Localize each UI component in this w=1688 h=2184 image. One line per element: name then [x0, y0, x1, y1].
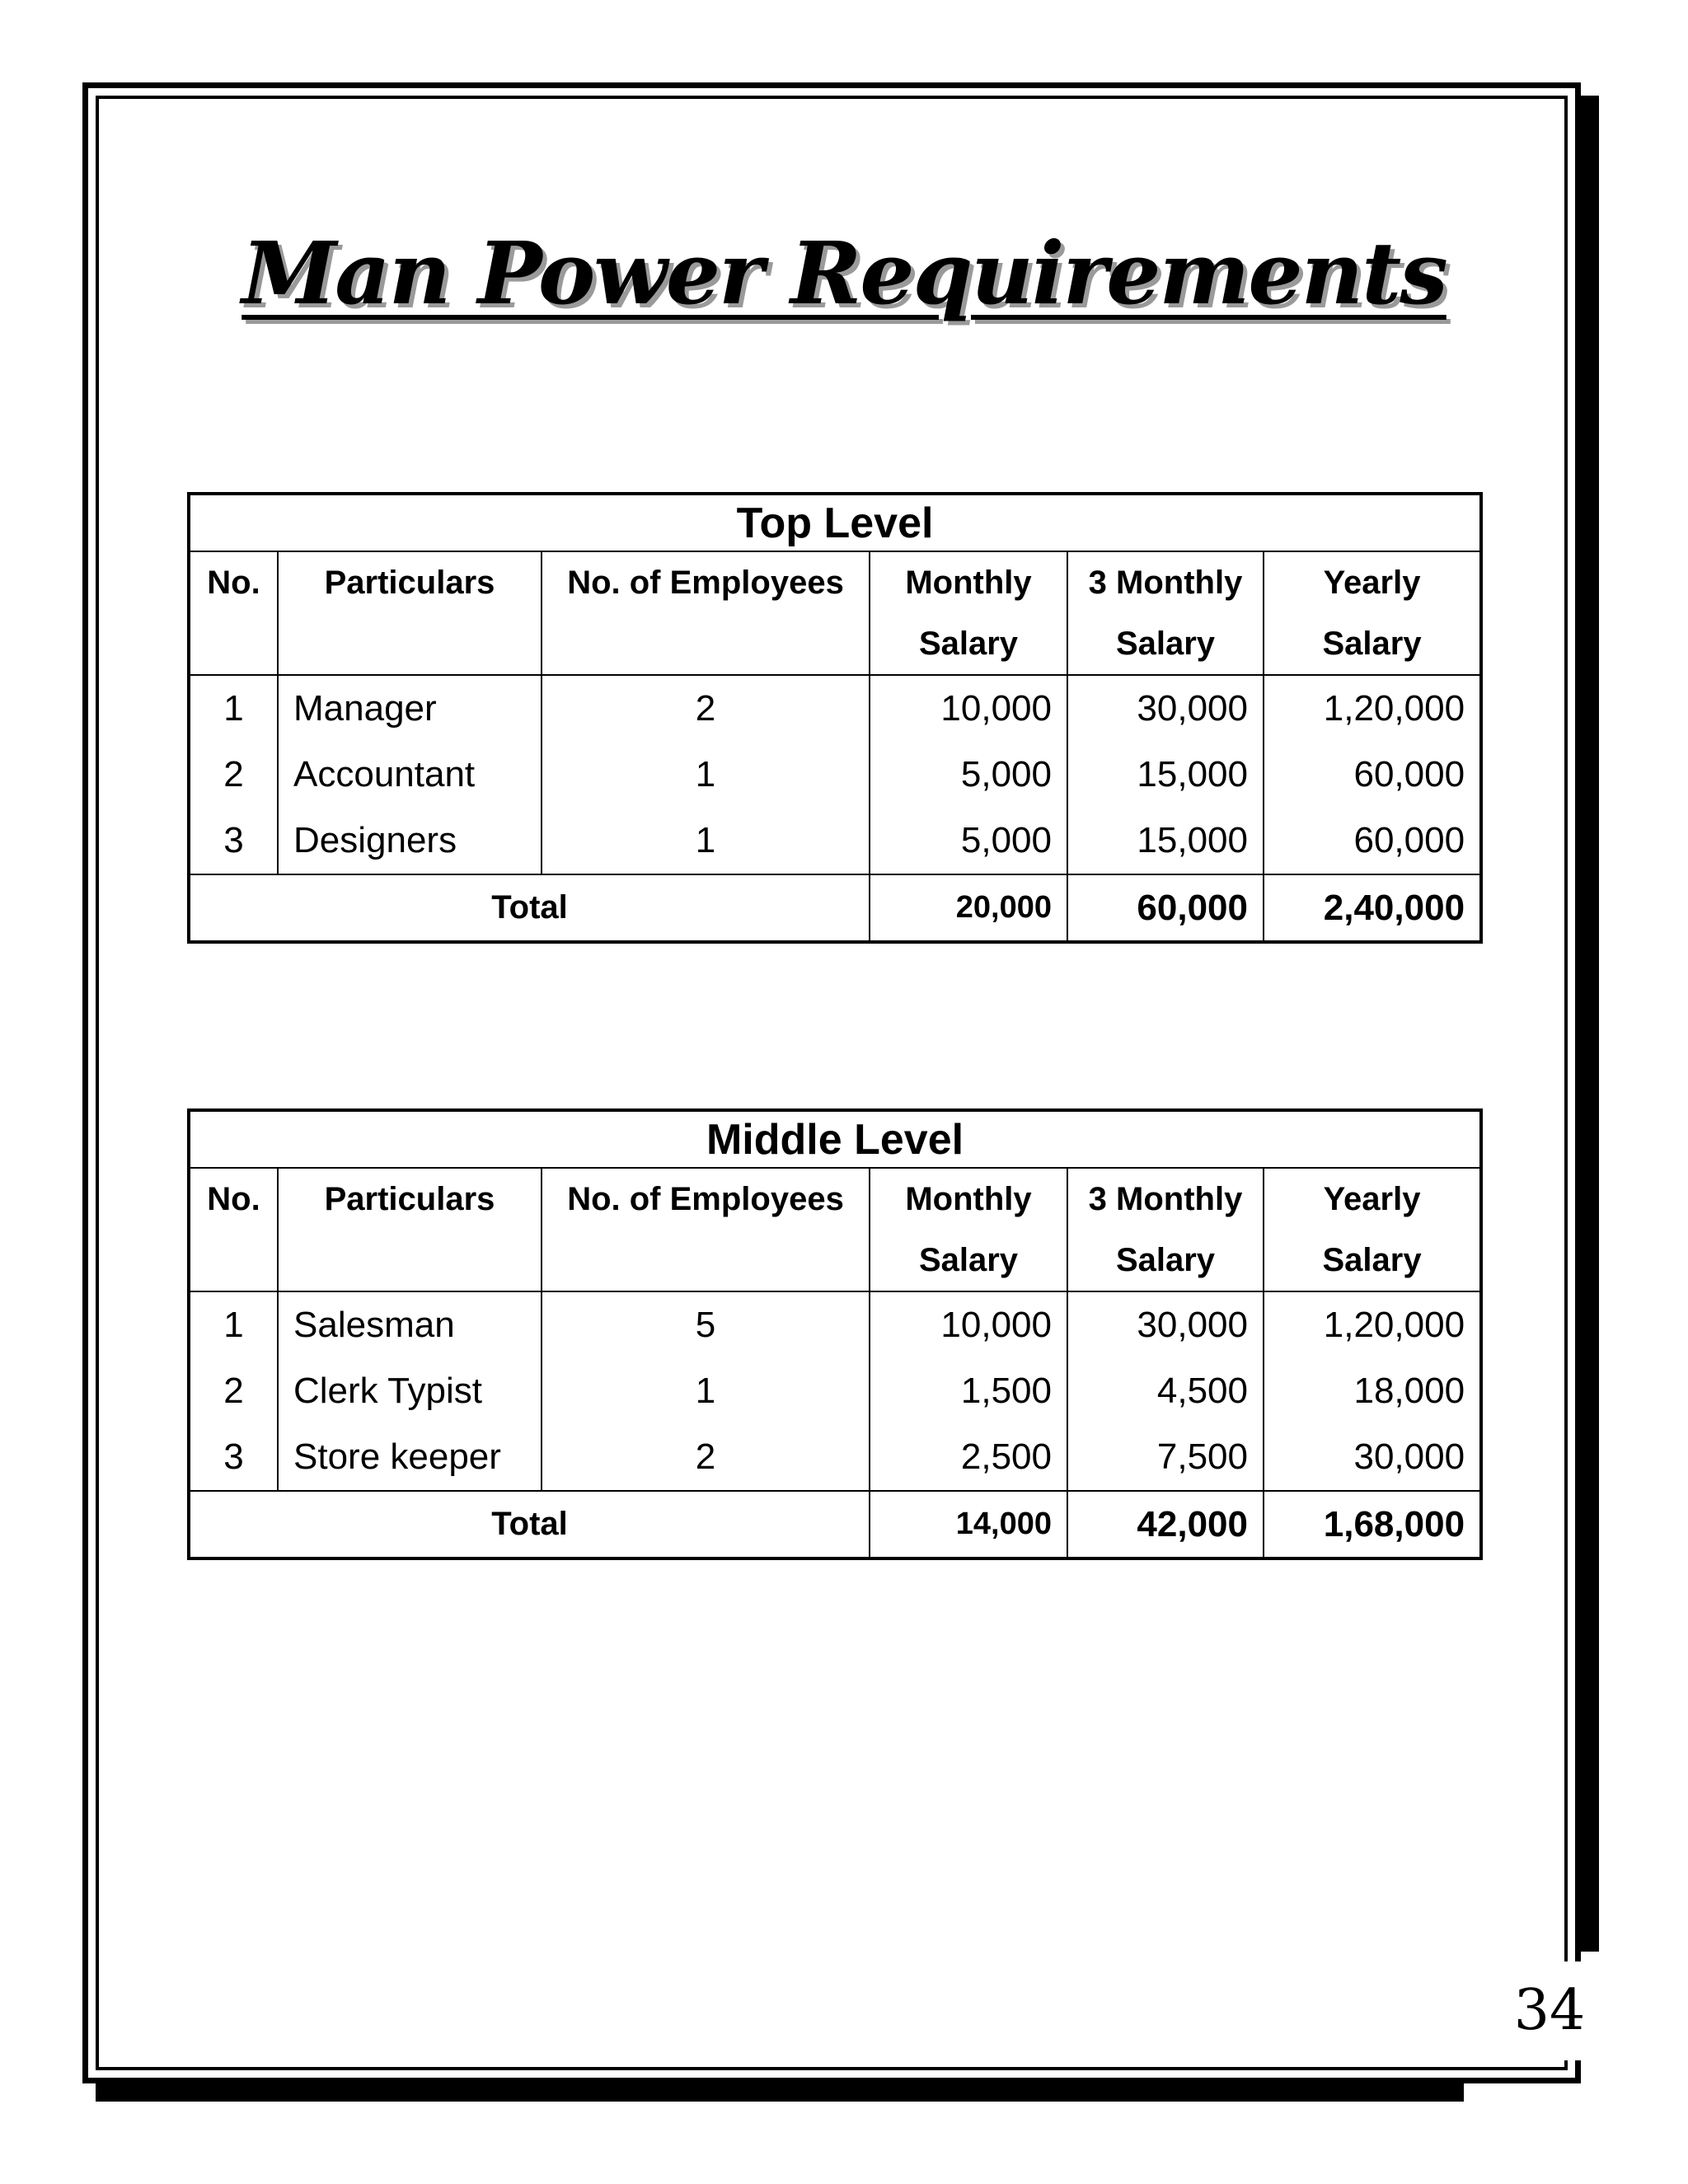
page-title-text: Man Power Requirements	[241, 223, 1447, 324]
cell-employees: 5	[542, 1291, 870, 1358]
page-border-shadow-bottom	[96, 2083, 1464, 2102]
cell-particular: Designers	[278, 808, 542, 874]
cell-particular: Store keeper	[278, 1424, 542, 1491]
cell-three-monthly: 30,000	[1067, 675, 1264, 742]
cell-particular: Salesman	[278, 1291, 542, 1358]
column-header-3-monthly-salary	[1067, 1168, 1264, 1291]
cell-employees: 1	[542, 1358, 870, 1424]
cell-three-monthly: 15,000	[1067, 808, 1264, 874]
cell-no: 2	[189, 742, 278, 808]
column-header-yearly-salary	[1264, 1168, 1481, 1291]
column-header-particulars: Particulars	[278, 1168, 542, 1291]
total-three-monthly: 42,000	[1067, 1491, 1264, 1558]
cell-monthly: 5,000	[870, 742, 1067, 808]
cell-particular: Accountant	[278, 742, 542, 808]
column-header-no: No.	[189, 1168, 278, 1291]
cell-monthly: 1,500	[870, 1358, 1067, 1424]
total-monthly: 20,000	[870, 874, 1067, 942]
cell-particular: Clerk Typist	[278, 1358, 542, 1424]
cell-employees: 2	[542, 1424, 870, 1491]
cell-monthly: 2,500	[870, 1424, 1067, 1491]
table-row	[189, 742, 1481, 808]
cell-no: 3	[189, 1424, 278, 1491]
page-border-inner	[96, 96, 1568, 2070]
middle-level-table	[187, 1108, 1483, 1560]
column-header-text: Monthly	[905, 565, 1032, 601]
top-level-table	[187, 492, 1483, 944]
column-header-no: No.	[189, 551, 278, 675]
cell-no: 1	[189, 675, 278, 742]
total-monthly: 14,000	[870, 1491, 1067, 1558]
total-row	[189, 874, 1481, 942]
column-header-3-monthly-salary	[1067, 551, 1264, 675]
page-number: 34	[1500, 1961, 1599, 2060]
total-row	[189, 1491, 1481, 1558]
cell-no: 1	[189, 1291, 278, 1358]
cell-no: 3	[189, 808, 278, 874]
cell-three-monthly: 30,000	[1067, 1291, 1264, 1358]
table-heading: Middle Level	[189, 1110, 1481, 1168]
cell-monthly: 10,000	[870, 675, 1067, 742]
cell-no: 2	[189, 1358, 278, 1424]
column-header-text: Salary	[918, 626, 1019, 662]
column-header-text: 3 Monthly	[1088, 565, 1243, 601]
cell-yearly: 60,000	[1264, 808, 1481, 874]
total-label: Total	[189, 874, 870, 942]
cell-yearly: 60,000	[1264, 742, 1481, 808]
column-header-yearly-salary	[1264, 551, 1481, 675]
column-header-text: Yearly	[1323, 565, 1421, 601]
table-row	[189, 1424, 1481, 1491]
column-header-monthly-salary	[870, 551, 1067, 675]
cell-particular: Manager	[278, 675, 542, 742]
column-header-monthly-salary	[870, 1168, 1067, 1291]
cell-monthly: 10,000	[870, 1291, 1067, 1358]
column-header-text: Salary	[1322, 1242, 1422, 1278]
column-header-text: Salary	[1115, 1242, 1216, 1278]
column-header-text: Salary	[1115, 626, 1216, 662]
cell-employees: 1	[542, 742, 870, 808]
column-header-employees: No. of Employees	[542, 1168, 870, 1291]
page-border-shadow-right	[1581, 96, 1599, 1952]
table-header-row	[189, 551, 1481, 675]
cell-three-monthly: 4,500	[1067, 1358, 1264, 1424]
column-header-employees: No. of Employees	[542, 551, 870, 675]
cell-three-monthly: 15,000	[1067, 742, 1264, 808]
cell-yearly: 1,20,000	[1264, 675, 1481, 742]
cell-employees: 2	[542, 675, 870, 742]
column-header-text: Yearly	[1323, 1181, 1421, 1217]
total-label: Total	[189, 1491, 870, 1558]
column-header-text: Salary	[918, 1242, 1019, 1278]
cell-monthly: 5,000	[870, 808, 1067, 874]
cell-employees: 1	[542, 808, 870, 874]
column-header-particulars: Particulars	[278, 551, 542, 675]
cell-yearly: 30,000	[1264, 1424, 1481, 1491]
total-yearly: 1,68,000	[1264, 1491, 1481, 1558]
cell-yearly: 18,000	[1264, 1358, 1481, 1424]
column-header-text: Monthly	[905, 1181, 1032, 1217]
cell-three-monthly: 7,500	[1067, 1424, 1264, 1491]
total-three-monthly: 60,000	[1067, 874, 1264, 942]
table-row	[189, 675, 1481, 742]
column-header-text: 3 Monthly	[1088, 1181, 1243, 1217]
table-row	[189, 808, 1481, 874]
table-row	[189, 1291, 1481, 1358]
total-yearly: 2,40,000	[1264, 874, 1481, 942]
cell-yearly: 1,20,000	[1264, 1291, 1481, 1358]
table-row	[189, 1358, 1481, 1424]
page-title	[0, 223, 1688, 324]
table-heading: Top Level	[189, 494, 1481, 551]
table-header-row	[189, 1168, 1481, 1291]
column-header-text: Salary	[1322, 626, 1422, 662]
